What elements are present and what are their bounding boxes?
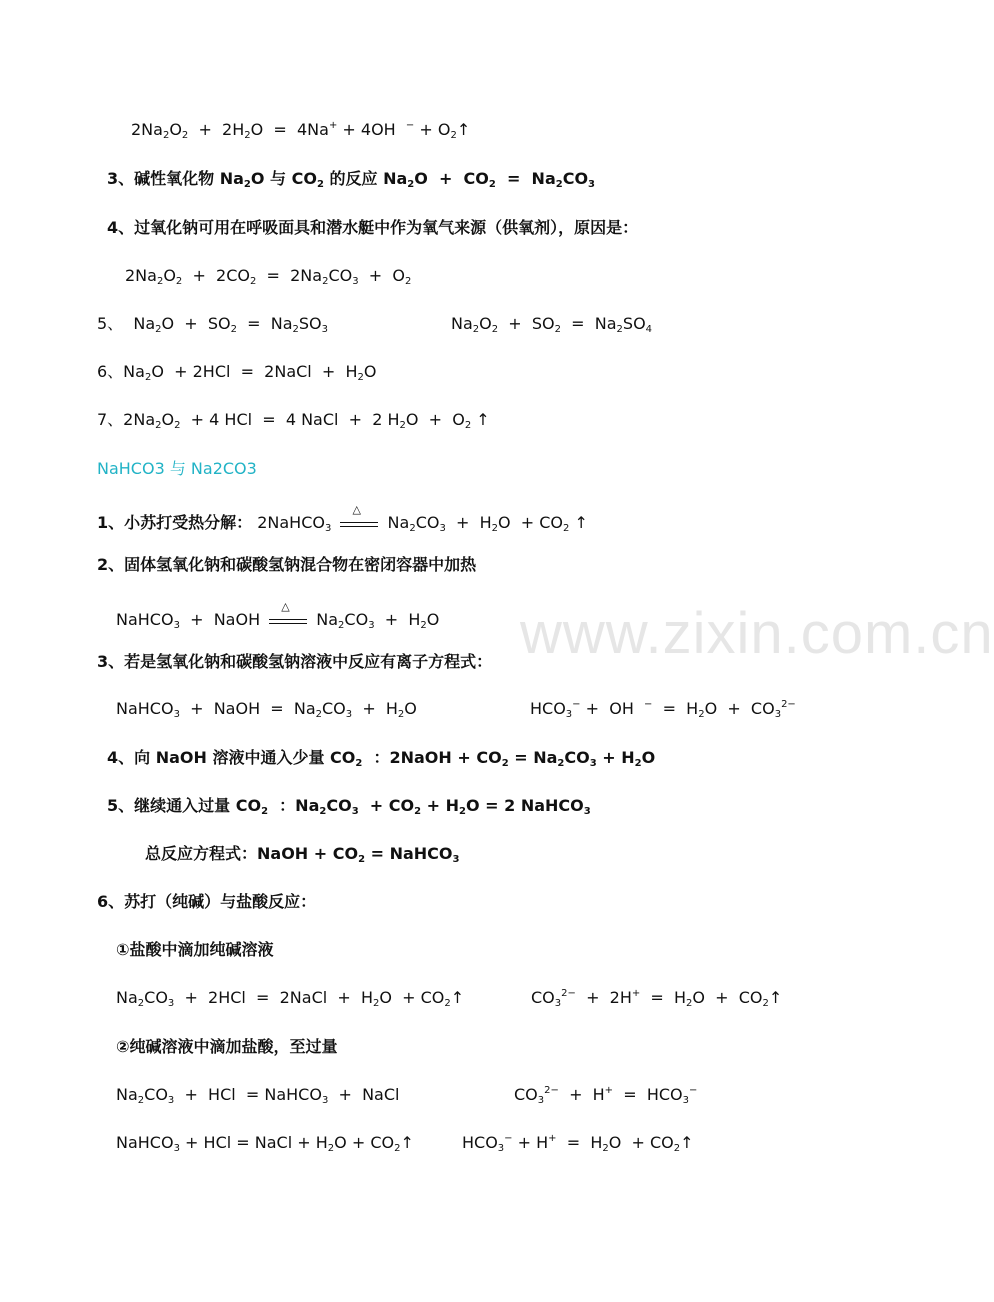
item-b3-ionic: 3、若是氢氧化钠和碳酸氢钠溶液中反应有离子方程式：	[97, 652, 493, 671]
total-reaction: 总反应方程式：NaOH + $CO_2$ = NaHCO$_3$	[145, 844, 460, 865]
equation-solution: NaHCO$_3$ + NaOH = $Na_2CO_3 + H_2O$	[116, 699, 417, 720]
heat-triangle: △	[352, 502, 361, 516]
equation-case-2b-ionic: $HCO_3^- + H^+ = H_2O$ + $CO_2↑$	[462, 1133, 694, 1154]
section-title: NaHCO3 与 Na2CO3	[97, 459, 257, 478]
equation-case-1: $Na_2CO_3 + 2HCl$ = 2NaCl + $H_2O$ + $CO_2↑$	[116, 988, 465, 1009]
item-4-oxygen-source: 4、过氧化钠可用在呼吸面具和潜水艇中作为氧气来源（供氧剂），原因是：	[107, 218, 639, 237]
item-7-peroxide-hcl: 7、$2Na_2O_2 + 4$ HCl = 4 NaCl + 2 $H_2O + O_2$ ↑	[97, 410, 490, 431]
equation-case-1-ionic: $CO_3^{2-} + 2H^+ = H_2O$ + $CO_2↑$	[531, 988, 783, 1009]
item-b5-excess-co2: 5、继续通入过量 $CO_2$ ：$Na_2CO_3 + CO_2 + H_2O = 2$ NaHCO$_3$	[107, 796, 591, 817]
equation-solid-heating: NaHCO$_3$ + NaOH △ $Na_2CO_3 + H_2O$	[116, 599, 440, 631]
item-b1-label: 1、小苏打受热分解：	[97, 513, 253, 532]
heat-sign	[340, 502, 378, 534]
item-3-label: 3、碱性氧化物	[107, 169, 220, 188]
item-b6-soda-hcl: 6、苏打（纯碱）与盐酸反应：	[97, 892, 317, 911]
equation-na2o2-water: $2Na_2O_2 + 2H_2O = 4Na^+ + 4OH$ $^- + O_2↑$	[131, 120, 471, 141]
case-1-label: ①盐酸中滴加纯碱溶液	[116, 940, 274, 959]
item-6-hcl: 6、$Na_2O + 2HCl$ = 2NaCl + $H_2O$	[97, 362, 377, 383]
case-2-label: ②纯碱溶液中滴加盐酸，至过量	[116, 1037, 338, 1056]
equation-case-2b: NaHCO$_3$ + HCl = NaCl + $H_2O$ + $CO_2↑$	[116, 1133, 414, 1154]
item-b2-solid-heating: 2、固体氢氧化钠和碳酸氢钠混合物在密闭容器中加热	[97, 555, 477, 574]
item-b4-little-co2: 4、向 NaOH 溶液中通入少量 $CO_2$ ：2NaOH + $CO_2 = Na_2CO_3 + H_2O$	[107, 748, 656, 769]
equation-ionic: $HCO_3^-$ + OH $^- = H_2O + CO_3^{2-}$	[530, 699, 796, 720]
item-5-so2: 5、 $Na_2O + SO_2 = Na_2SO_3$	[97, 314, 329, 335]
watermark: www.zixin.com.cn	[520, 601, 994, 666]
item-b1-decomposition: 1、小苏打受热分解： 2NaHCO$_3$ △ $Na_2CO_3 + H_2O + CO_2$ ↑	[97, 502, 588, 534]
equation-case-2a: $Na_2CO_3$ + HCl = NaHCO$_3$ + NaCl	[116, 1085, 400, 1106]
equation-case-2a-ionic: $CO_3^{2-} + H^+ = HCO_3^-$	[514, 1085, 698, 1106]
item-3-basic-oxide: 3、碱性氧化物 $Na_2O$ 与 $CO_2$ 的反应 $Na_2O + CO_2 = Na_2CO_3$	[107, 169, 596, 190]
heat-sign	[269, 599, 307, 631]
equation-na2o2-co2: $2Na_2O_2 + 2CO_2 = 2Na_2CO_3 + O_2$	[125, 266, 412, 287]
heat-triangle: △	[281, 599, 290, 613]
item-5-so2-peroxide: $Na_2O_2 + SO_2 = Na_2SO_4$	[451, 314, 653, 335]
